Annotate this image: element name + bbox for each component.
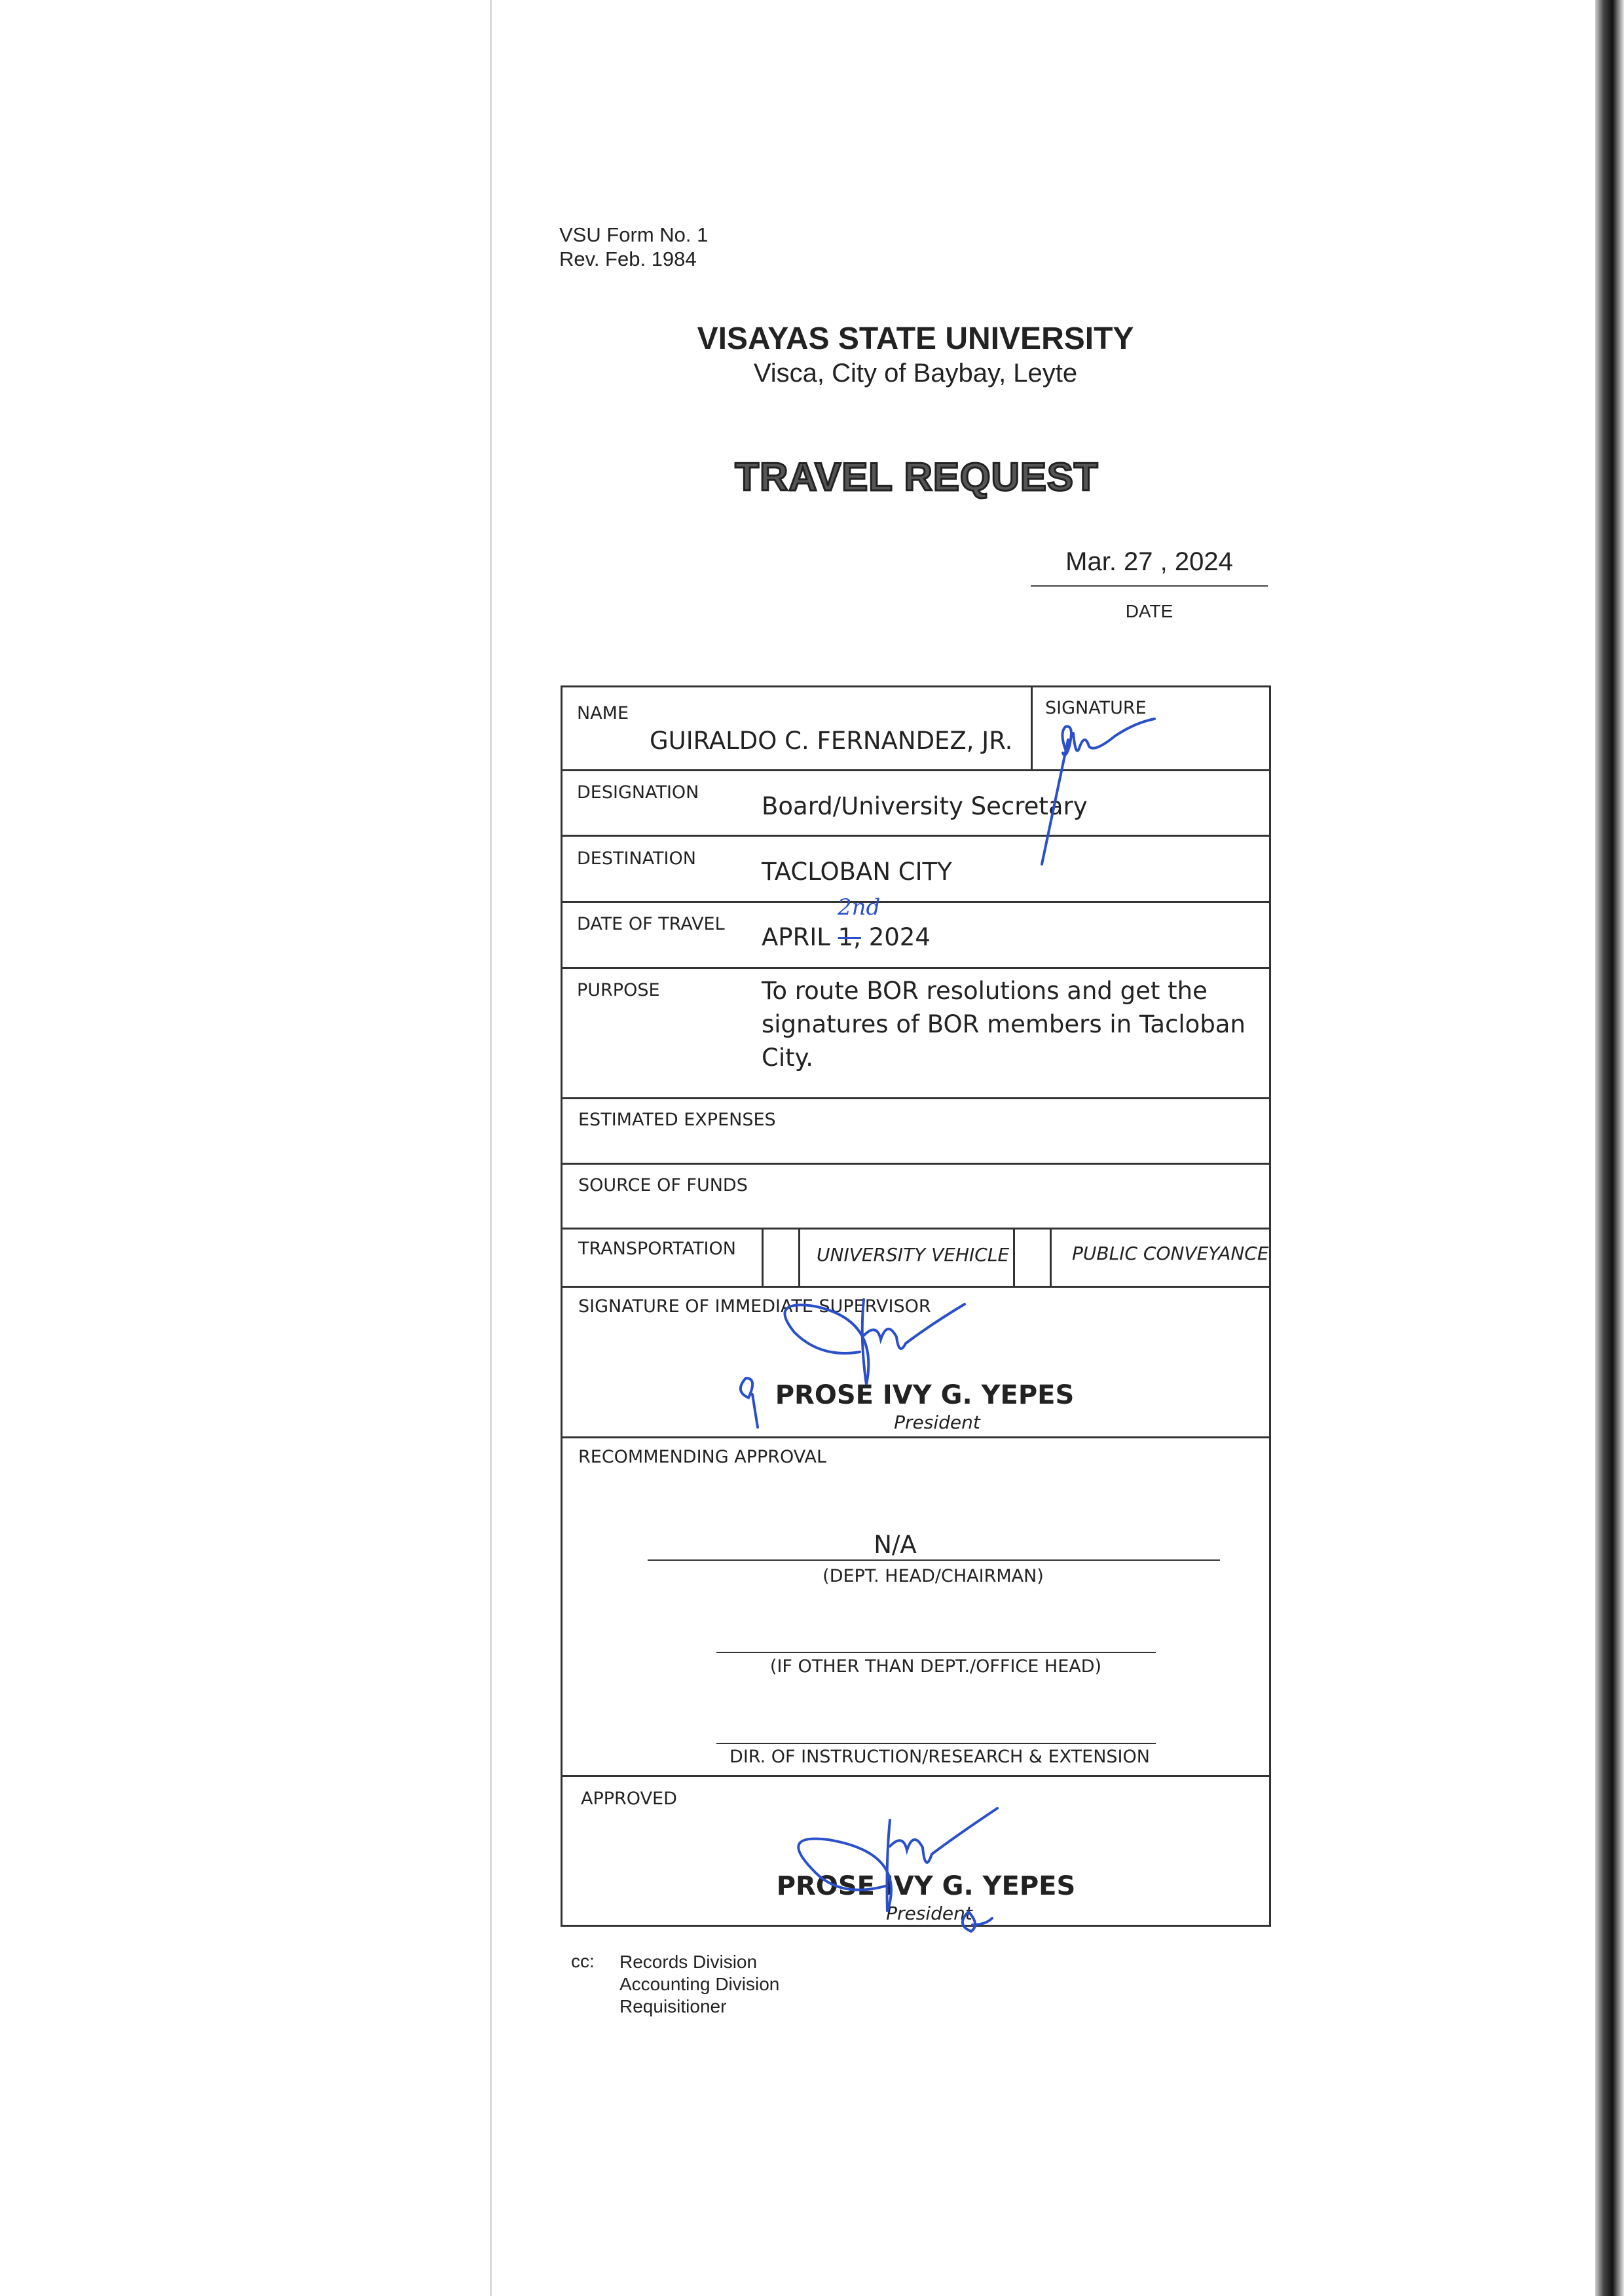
- row-divider: [563, 1163, 1269, 1165]
- date-underline: [1031, 585, 1268, 587]
- approver-name: PROSE IVY G. YEPES: [776, 1871, 1076, 1901]
- signature-cell-divider: [1031, 687, 1033, 769]
- university-name: VISAYAS STATE UNIVERSITY: [697, 321, 1134, 356]
- requester-signature: [1047, 707, 1191, 890]
- other-head-signature-line: [716, 1652, 1156, 1653]
- date-of-travel-label: DATE OF TRAVEL: [577, 914, 725, 934]
- cc-label: cc:: [571, 1951, 595, 1971]
- row-divider: [563, 901, 1269, 903]
- name-value: GUIRALDO C. FERNANDEZ, JR.: [650, 727, 1013, 755]
- supervisor-label: SIGNATURE OF IMMEDIATE SUPERVISOR: [578, 1296, 931, 1317]
- dept-head-label: (DEPT. HEAD/CHAIRMAN): [822, 1566, 1044, 1586]
- destination-value: TACLOBAN CITY: [762, 858, 952, 886]
- university-vehicle-option: UNIVERSITY VEHICLE: [817, 1244, 1010, 1266]
- checkbox-divider: [1050, 1228, 1052, 1286]
- row-divider: [563, 1286, 1269, 1288]
- date-month: APRIL: [762, 923, 838, 951]
- public-conveyance-checkbox[interactable]: [1015, 1230, 1050, 1286]
- scan-page-edge: [490, 0, 492, 2296]
- other-head-label: (IF OTHER THAN DEPT./OFFICE HEAD): [769, 1656, 1102, 1677]
- cc-recipient: Accounting Division: [619, 1974, 780, 1994]
- form-revision: Rev. Feb. 1984: [559, 247, 697, 270]
- signature-label: SIGNATURE: [1045, 698, 1147, 718]
- date-of-travel-value: [762, 923, 931, 951]
- dept-head-value: N/A: [874, 1531, 917, 1559]
- supervisor-title: President: [894, 1412, 980, 1433]
- approved-label: APPROVED: [581, 1789, 677, 1809]
- date-struck-day: 1,: [838, 923, 861, 951]
- cc-recipient: Records Division: [619, 1952, 758, 1972]
- form-number: VSU Form No. 1: [559, 223, 709, 246]
- date-label: DATE: [1125, 601, 1173, 621]
- row-divider: [563, 1228, 1269, 1230]
- request-date: Mar. 27 , 2024: [1065, 547, 1233, 576]
- university-vehicle-checkbox[interactable]: [764, 1230, 798, 1286]
- scan-right-border: [1595, 0, 1624, 2296]
- public-conveyance-option: PUBLIC CONVEYANCE: [1072, 1243, 1269, 1264]
- purpose-label: PURPOSE: [577, 980, 660, 1000]
- approver-title: President: [886, 1903, 972, 1924]
- handwritten-correction: 2nd: [838, 894, 881, 920]
- supervisor-signature: [713, 1296, 988, 1453]
- date-year: 2024: [860, 923, 931, 951]
- row-divider: [563, 1097, 1269, 1099]
- dept-head-signature-line: [648, 1559, 1220, 1561]
- row-divider: [563, 967, 1269, 969]
- purpose-value: To route BOR resolutions and get the signatures of BOR members in Tacloban City.: [762, 977, 1246, 1072]
- cc-recipients: [619, 1951, 779, 2018]
- director-signature-line: [716, 1743, 1156, 1744]
- supervisor-name: PROSE IVY G. YEPES: [775, 1380, 1075, 1410]
- travel-request-form: [561, 685, 1271, 1927]
- director-label: DIR. OF INSTRUCTION/RESEARCH & EXTENSION: [729, 1747, 1150, 1767]
- form-number-block: [559, 223, 708, 271]
- checkbox-divider: [798, 1228, 800, 1286]
- recommending-approval-label: RECOMMENDING APPROVAL: [578, 1447, 827, 1467]
- source-of-funds-label: SOURCE OF FUNDS: [578, 1175, 748, 1195]
- designation-value: Board/University Secretary: [762, 792, 1088, 820]
- designation-label: DESIGNATION: [577, 782, 699, 803]
- page-title: TRAVEL REQUEST: [735, 455, 1099, 499]
- cc-recipient: Requisitioner: [619, 1996, 727, 2016]
- approver-signature: [726, 1774, 1021, 1931]
- university-location: Visca, City of Baybay, Leyte: [753, 359, 1078, 388]
- destination-label: DESTINATION: [577, 848, 696, 869]
- estimated-expenses-label: ESTIMATED EXPENSES: [578, 1110, 776, 1130]
- name-label: NAME: [577, 703, 629, 723]
- transportation-label: TRANSPORTATION: [578, 1239, 736, 1259]
